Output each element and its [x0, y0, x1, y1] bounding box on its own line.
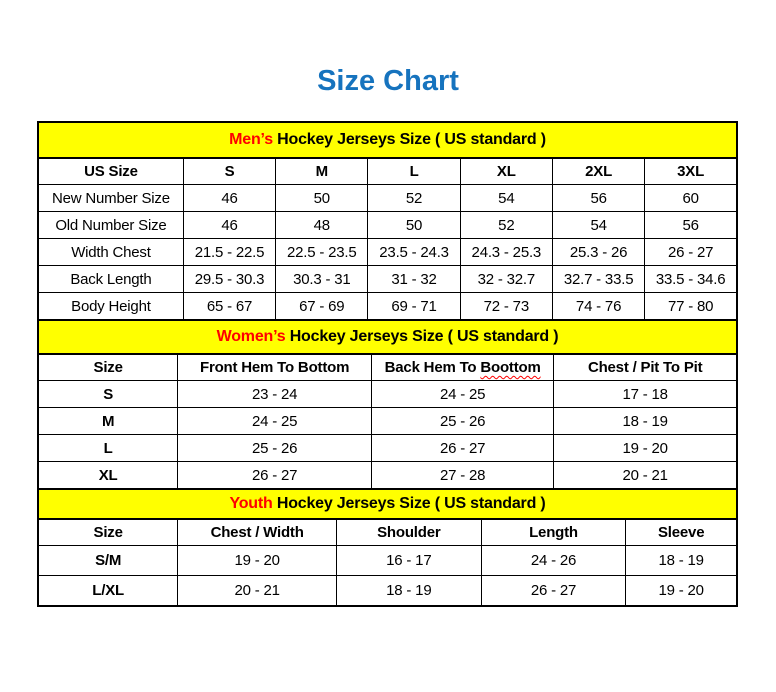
- mens-row-label: Back Length: [38, 266, 183, 293]
- womens-column-header: Size: [38, 354, 178, 381]
- mens-value-cell: 54: [552, 212, 644, 239]
- mens-table-row: [38, 239, 737, 266]
- mens-value-cell: 74 - 76: [552, 293, 644, 320]
- youth-column-header: Size: [38, 519, 178, 546]
- mens-column-header: 3XL: [645, 158, 737, 185]
- womens-value-cell: 19 - 20: [554, 435, 737, 462]
- womens-table-row: [38, 462, 737, 489]
- womens-value-cell: 25 - 26: [371, 408, 553, 435]
- mens-column-header: 2XL: [552, 158, 644, 185]
- youth-value-cell: 18 - 19: [626, 546, 737, 576]
- mens-table-row: [38, 185, 737, 212]
- womens-value-cell: 24 - 25: [371, 381, 553, 408]
- mens-value-cell: 30.3 - 31: [276, 266, 368, 293]
- youth-column-header-row: [38, 519, 737, 546]
- mens-value-cell: 24.3 - 25.3: [460, 239, 552, 266]
- mens-value-cell: 50: [276, 185, 368, 212]
- youth-heading-rest-text: Hockey Jerseys Size ( US standard ): [272, 494, 546, 512]
- mens-value-cell: 50: [368, 212, 460, 239]
- womens-value-cell: 25 - 26: [178, 435, 372, 462]
- mens-value-cell: 67 - 69: [276, 293, 368, 320]
- mens-value-cell: 56: [645, 212, 737, 239]
- mens-section-heading-row: [38, 122, 737, 158]
- womens-column-header: Front Hem To Bottom: [178, 354, 372, 381]
- misspelled-word: Boottom: [480, 359, 541, 377]
- mens-section-heading: [38, 122, 737, 158]
- size-tables: [37, 121, 738, 607]
- youth-column-header: Length: [481, 519, 626, 546]
- mens-value-cell: 31 - 32: [368, 266, 460, 293]
- mens-value-cell: 65 - 67: [183, 293, 275, 320]
- womens-value-cell: 26 - 27: [371, 435, 553, 462]
- womens-value-cell: 24 - 25: [178, 408, 372, 435]
- womens-value-cell: 17 - 18: [554, 381, 737, 408]
- mens-value-cell: 26 - 27: [645, 239, 737, 266]
- mens-value-cell: 29.5 - 30.3: [183, 266, 275, 293]
- youth-section-heading-row: [38, 489, 737, 519]
- mens-value-cell: 56: [552, 185, 644, 212]
- mens-table-row: [38, 212, 737, 239]
- mens-value-cell: 33.5 - 34.6: [645, 266, 737, 293]
- mens-column-header: XL: [460, 158, 552, 185]
- womens-row-label: S: [38, 381, 178, 408]
- mens-column-header-row: [38, 158, 737, 185]
- youth-size-table: [37, 488, 738, 607]
- womens-table-row: [38, 381, 737, 408]
- mens-value-cell: 69 - 71: [368, 293, 460, 320]
- youth-section-heading: [38, 489, 737, 519]
- youth-row-label: L/XL: [38, 576, 178, 606]
- mens-row-label: New Number Size: [38, 185, 183, 212]
- mens-value-cell: 48: [276, 212, 368, 239]
- youth-column-header: Shoulder: [336, 519, 481, 546]
- mens-value-cell: 32.7 - 33.5: [552, 266, 644, 293]
- womens-section-heading: [38, 320, 737, 354]
- mens-column-header: S: [183, 158, 275, 185]
- mens-heading-rest-text: Hockey Jerseys Size ( US standard ): [272, 130, 546, 148]
- womens-row-label: L: [38, 435, 178, 462]
- mens-value-cell: 23.5 - 24.3: [368, 239, 460, 266]
- youth-value-cell: 20 - 21: [178, 576, 337, 606]
- youth-value-cell: 24 - 26: [481, 546, 626, 576]
- womens-value-cell: 23 - 24: [178, 381, 372, 408]
- womens-table-row: [38, 408, 737, 435]
- womens-table-row: [38, 435, 737, 462]
- womens-column-header: Chest / Pit To Pit: [554, 354, 737, 381]
- mens-value-cell: 52: [368, 185, 460, 212]
- youth-row-label: S/M: [38, 546, 178, 576]
- mens-value-cell: 54: [460, 185, 552, 212]
- mens-row-label: Body Height: [38, 293, 183, 320]
- womens-value-cell: 18 - 19: [554, 408, 737, 435]
- mens-value-cell: 72 - 73: [460, 293, 552, 320]
- mens-column-header: US Size: [38, 158, 183, 185]
- mens-value-cell: 22.5 - 23.5: [276, 239, 368, 266]
- mens-heading-accent-text: Men’s: [229, 130, 273, 148]
- womens-value-cell: 26 - 27: [178, 462, 372, 489]
- page-title: Size Chart: [317, 65, 459, 97]
- mens-row-label: Width Chest: [38, 239, 183, 266]
- youth-value-cell: 26 - 27: [481, 576, 626, 606]
- youth-value-cell: 19 - 20: [178, 546, 337, 576]
- womens-row-label: XL: [38, 462, 178, 489]
- womens-heading-rest-text: Hockey Jerseys Size ( US standard ): [285, 327, 559, 345]
- youth-table-row: [38, 546, 737, 576]
- mens-value-cell: 32 - 32.7: [460, 266, 552, 293]
- mens-value-cell: 46: [183, 185, 275, 212]
- mens-value-cell: 60: [645, 185, 737, 212]
- mens-column-header: L: [368, 158, 460, 185]
- womens-value-cell: 20 - 21: [554, 462, 737, 489]
- womens-column-header-row: [38, 354, 737, 381]
- youth-heading-accent-text: Youth: [229, 494, 273, 512]
- womens-value-cell: 27 - 28: [371, 462, 553, 489]
- mens-row-label: Old Number Size: [38, 212, 183, 239]
- mens-value-cell: 77 - 80: [645, 293, 737, 320]
- youth-value-cell: 19 - 20: [626, 576, 737, 606]
- youth-value-cell: 16 - 17: [336, 546, 481, 576]
- mens-value-cell: 52: [460, 212, 552, 239]
- youth-column-header: Chest / Width: [178, 519, 337, 546]
- mens-value-cell: 21.5 - 22.5: [183, 239, 275, 266]
- mens-value-cell: 25.3 - 26: [552, 239, 644, 266]
- mens-table-row: [38, 266, 737, 293]
- womens-column-header: Back Hem To Boottom: [371, 354, 553, 381]
- youth-column-header: Sleeve: [626, 519, 737, 546]
- youth-value-cell: 18 - 19: [336, 576, 481, 606]
- womens-row-label: M: [38, 408, 178, 435]
- youth-table-row: [38, 576, 737, 606]
- mens-table-row: [38, 293, 737, 320]
- womens-section-heading-row: [38, 320, 737, 354]
- womens-size-table: [37, 319, 738, 490]
- mens-column-header: M: [276, 158, 368, 185]
- mens-value-cell: 46: [183, 212, 275, 239]
- womens-heading-accent-text: Women’s: [216, 327, 286, 345]
- mens-size-table: [37, 121, 738, 321]
